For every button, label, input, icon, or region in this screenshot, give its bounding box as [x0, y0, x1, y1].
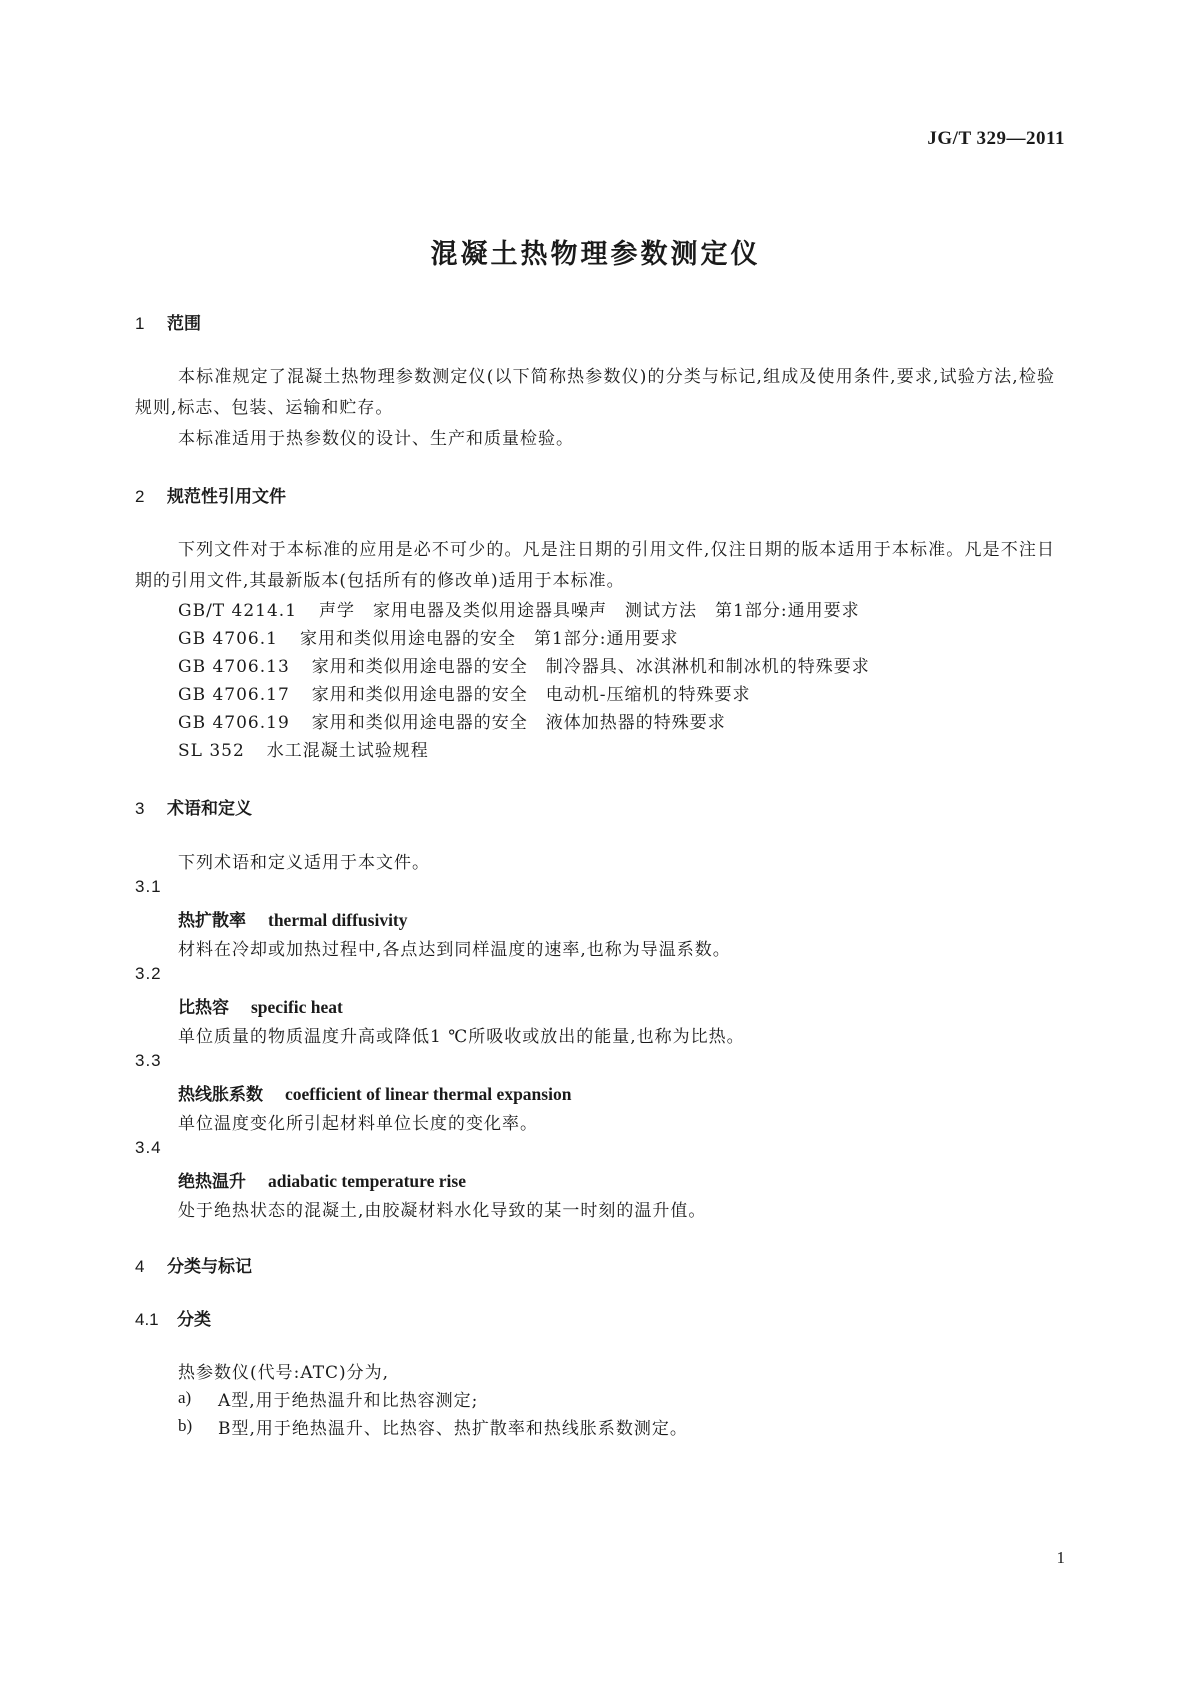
reference-item	[178, 596, 860, 621]
subsection-4-1-heading	[135, 1305, 211, 1330]
term-heading	[178, 1080, 571, 1105]
term-en: thermal diffusivity	[268, 910, 408, 930]
reference-title: 家用和类似用途电器的安全 液体加热器的特殊要求	[311, 713, 726, 733]
section-title: 术语和定义	[167, 799, 252, 819]
classification-intro: 热参数仪(代号:ATC)分为,	[178, 1363, 390, 1383]
section-title: 范围	[167, 314, 201, 334]
section-number: 4	[135, 1257, 145, 1276]
reference-item	[178, 736, 429, 761]
section-title: 分类与标记	[167, 1257, 252, 1277]
scope-paragraph-2: 本标准适用于热参数仪的设计、生产和质量检验。	[178, 429, 574, 449]
section-number: 3	[135, 799, 145, 818]
term-heading	[178, 993, 343, 1018]
list-label: b)	[178, 1416, 193, 1435]
term-definition: 单位温度变化所引起材料单位长度的变化率。	[178, 1114, 538, 1134]
section-number: 2	[135, 487, 145, 506]
term-number: 3.4	[135, 1138, 162, 1157]
reference-item	[178, 708, 726, 733]
references-paragraph: 下列文件对于本标准的应用是必不可少的。凡是注日期的引用文件,仅注日期的版本适用于本标准。凡是不注日期的引用文件,其最新版本(包括所有的修改单)适用于本标准。	[135, 540, 1055, 591]
reference-title: 水工混凝土试验规程	[266, 741, 429, 761]
term-definition: 材料在冷却或加热过程中,各点达到同样温度的速率,也称为导温系数。	[178, 940, 731, 960]
reference-item	[178, 624, 679, 649]
term-zh: 热线胀系数	[178, 1085, 263, 1105]
term-zh: 绝热温升	[178, 1172, 246, 1192]
list-label: a)	[178, 1388, 192, 1407]
section-1-heading	[135, 309, 201, 334]
term-heading	[178, 906, 408, 931]
page-number: 1	[1056, 1548, 1065, 1567]
reference-title: 声学 家用电器及类似用途器具噪声 测试方法 第1部分:通用要求	[319, 601, 860, 621]
reference-code: GB 4706.13	[178, 657, 290, 677]
term-number: 3.2	[135, 964, 162, 983]
term-en: adiabatic temperature rise	[268, 1171, 466, 1191]
section-2-heading	[135, 482, 286, 507]
term-number: 3.1	[135, 877, 162, 896]
term-number: 3.3	[135, 1051, 162, 1070]
document-title: 混凝土热物理参数测定仪	[430, 239, 761, 270]
section-title: 规范性引用文件	[167, 487, 286, 507]
reference-code: GB/T 4214.1	[178, 601, 298, 621]
reference-code: GB 4706.1	[178, 629, 278, 649]
section-3-heading	[135, 794, 252, 819]
term-heading	[178, 1167, 466, 1192]
section-4-heading	[135, 1252, 252, 1277]
reference-title: 家用和类似用途电器的安全 制冷器具、冰淇淋机和制冰机的特殊要求	[311, 657, 870, 677]
term-en: specific heat	[251, 997, 343, 1017]
term-zh: 比热容	[178, 998, 229, 1018]
subsection-title: 分类	[177, 1310, 211, 1330]
section-number: 1	[135, 314, 145, 333]
reference-title: 家用和类似用途电器的安全 第1部分:通用要求	[299, 629, 679, 649]
reference-code: SL 352	[178, 741, 245, 761]
reference-item	[178, 652, 870, 677]
reference-item	[178, 680, 751, 705]
reference-title: 家用和类似用途电器的安全 电动机-压缩机的特殊要求	[311, 685, 751, 705]
standard-code: JG/T 329—2011	[927, 128, 1065, 149]
list-item-text: B型,用于绝热温升、比热容、热扩散率和热线胀系数测定。	[218, 1419, 688, 1439]
term-zh: 热扩散率	[178, 911, 246, 931]
subsection-number: 4.1	[135, 1310, 159, 1329]
list-item-text: A型,用于绝热温升和比热容测定;	[218, 1391, 479, 1411]
term-definition: 处于绝热状态的混凝土,由胶凝材料水化导致的某一时刻的温升值。	[178, 1201, 707, 1221]
term-definition: 单位质量的物质温度升高或降低1 ℃所吸收或放出的能量,也称为比热。	[178, 1027, 745, 1047]
scope-paragraph-1: 本标准规定了混凝土热物理参数测定仪(以下简称热参数仪)的分类与标记,组成及使用条件,要求,试验方法,检验规则,标志、包装、运输和贮存。	[135, 367, 1055, 418]
term-en: coefficient of linear thermal expansion	[285, 1084, 572, 1104]
reference-code: GB 4706.17	[178, 685, 290, 705]
terms-intro: 下列术语和定义适用于本文件。	[178, 853, 430, 873]
reference-code: GB 4706.19	[178, 713, 290, 733]
